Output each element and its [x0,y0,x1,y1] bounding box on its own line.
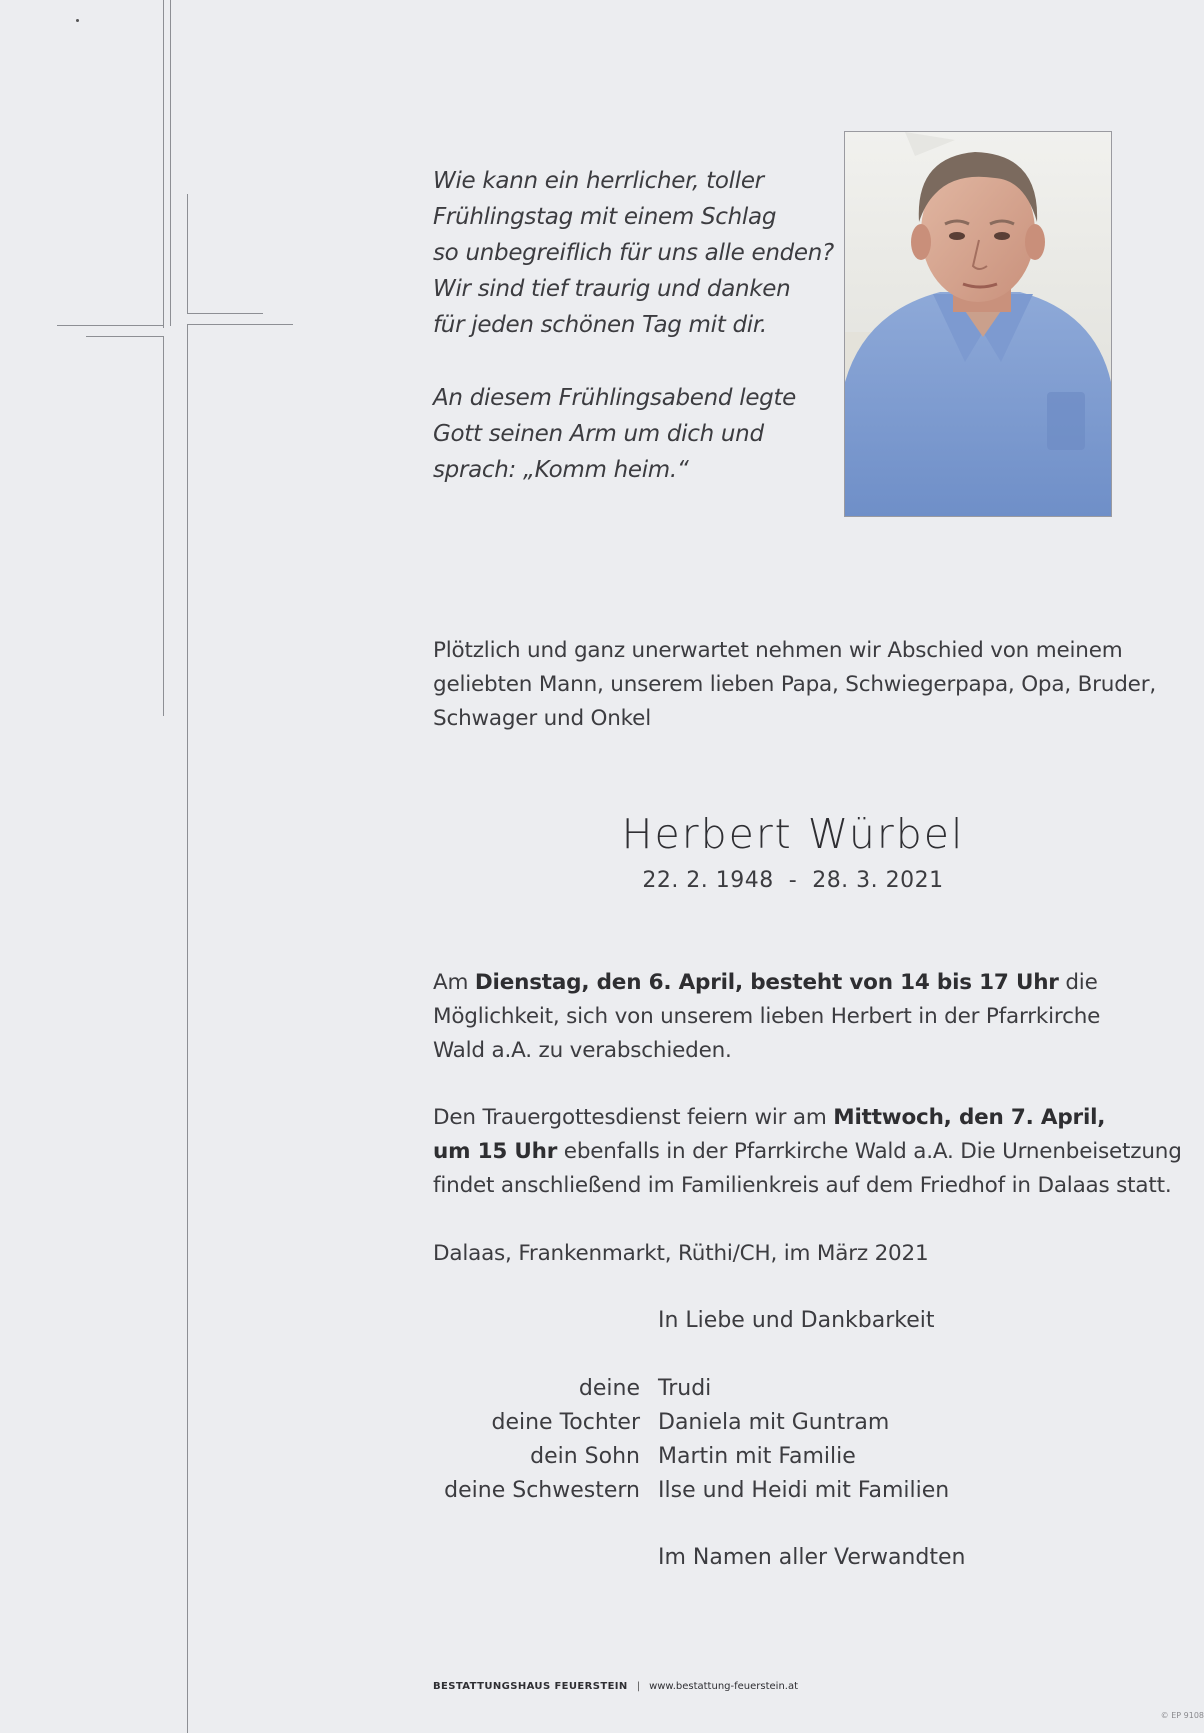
poem-line: Gott seinen Arm um dich und [433,421,764,447]
portrait-photo [844,131,1112,517]
poem-line: An diesem Frühlingsabend legte [433,385,797,411]
cross-line-arm-left-lower [86,336,164,337]
viewing-line-2: Möglichkeit, sich von unserem lieben Herbert in der Pfarrkirche [433,1004,1101,1029]
cross-line-left-outer-top [163,0,164,328]
mourner-names: Trudi [658,1376,712,1401]
viewing-text: die [1058,970,1098,995]
viewing-line-3: Wald a.A. zu verabschieden. [433,1038,732,1063]
place-date [433,1237,1153,1271]
speck-dot [76,19,79,22]
poem-line: Frühlingstag mit einem Schlag [433,204,777,230]
viewing-text: Am [433,970,475,995]
poem-line: Wie kann ein herrlicher, toller [433,168,764,194]
mourner-names: Martin mit Familie [658,1444,856,1469]
intro-paragraph [433,634,1156,736]
intro-line: geliebten Mann, unserem lieben Papa, Schwiegerpapa, Opa, Bruder, [433,672,1156,697]
cross-line-arm-right-lower [187,324,293,325]
service-line-3: findet anschließend im Familienkreis auf dem Friedhof in Dalaas statt. [433,1173,1172,1198]
closing-line: In Liebe und Dankbarkeit [658,1308,935,1333]
footer [433,1681,798,1692]
portrait-illustration [845,132,1111,516]
poem-stanza-2 [433,380,796,488]
mourner-relation: dein Sohn [530,1444,640,1469]
service-paragraph [433,1101,1182,1203]
deceased-name: Herbert Würbel [621,810,965,858]
mourner-names: Daniela mit Guntram [658,1410,890,1435]
intro-line: Plötzlich und ganz unerwartet nehmen wir Abschied von meinem [433,638,1123,663]
life-dates: 22. 2. 1948 - 28. 3. 2021 [642,868,944,893]
cross-line-right-long [187,324,188,1733]
mourner-relation: deine Schwestern [444,1478,640,1503]
service-date: Mittwoch, den 7. April, [833,1105,1106,1130]
cross-line-arm-left-upper [57,325,164,326]
cross-line-arm-right-upper [187,313,263,314]
intro-line: Schwager und Onkel [433,706,651,731]
on-behalf-line: Im Namen aller Verwandten [658,1545,966,1570]
service-time: um 15 Uhr [433,1139,558,1164]
poem-stanza-1 [433,163,834,343]
mourner-names: Ilse und Heidi mit Familien [658,1478,950,1503]
poem-line: sprach: „Komm heim.“ [433,457,689,483]
funeral-home-url[interactable]: www.bestattung-feuerstein.at [649,1681,799,1692]
poem-line: so unbegreiflich für uns alle enden? [433,240,834,266]
print-code: © EP 9108 [1160,1711,1204,1720]
cross-line-right-upper [187,194,188,314]
footer-separator: | [636,1681,641,1692]
viewing-line-1 [433,966,1153,1000]
funeral-home-name: BESTATTUNGSHAUS FEUERSTEIN [433,1681,628,1692]
viewing-paragraph [433,966,1153,1068]
poem-line: Wir sind tief traurig und danken [433,276,791,302]
service-line-2 [433,1135,1182,1169]
mourner-relation: deine [578,1376,640,1401]
place-date-text: Dalaas, Frankenmarkt, Rüthi/CH, im März 2021 [433,1241,929,1266]
cross-line-left-inner-top [170,0,171,326]
service-line-1 [433,1101,1153,1135]
service-text: ebenfalls in der Pfarrkirche Wald a.A. Die Urnenbeisetzung [557,1139,1182,1164]
poem-line: für jeden schönen Tag mit dir. [433,312,767,338]
mourner-relation: deine Tochter [491,1410,640,1435]
viewing-time: Dienstag, den 6. April, besteht von 14 bis 17 Uhr [474,970,1059,995]
service-text: Den Trauergottesdienst feiern wir am [433,1105,834,1130]
cross-line-left-lower [163,336,164,716]
